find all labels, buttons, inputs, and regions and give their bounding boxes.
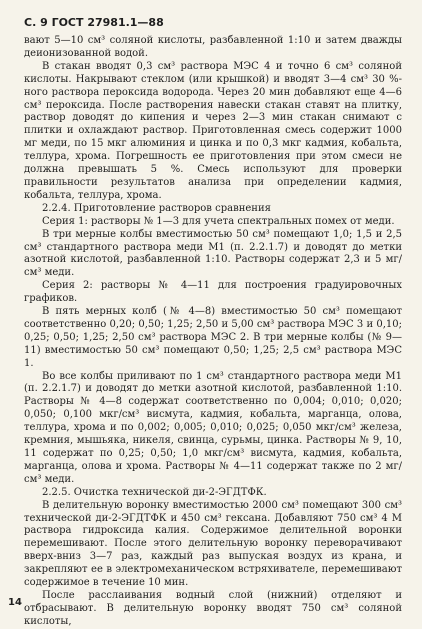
document-body <box>24 35 402 629</box>
page-header: С. 9 ГОСТ 27981.1—88 <box>24 16 164 29</box>
paragraph: В три мерные колбы вместимостью 50 см³ помещают 1,0; 1,5 и 2,5 см³ стандартного раствора меди М1 (п. 2.2.1.7) и доводят до метки азотной кислотой, разбавленной 1:10. Растворы содержат 2,3 и 5 мг/см³ меди. <box>24 228 402 279</box>
paragraph: вают 5—10 см³ соляной кислоты, разбавленной 1:10 и затем дважды деионизованной водой. <box>24 35 402 59</box>
paragraph: В делительную воронку вместимостью 2000 см³ помещают 300 см³ технической ди-2-ЭГДТФК и 450 см³ гексана. Добавляют 750 см³ 4 М раствора гидроксида калия. Содержимое делительной воронки перемешивают. После этого делительную воронку переворачивают вверх-вниз 3—7 раз, каждый раз выпуская воздух из крана, и закрепляют ее в электромеханическом встряхивателе, перемешивают содержимое в течение 10 мин. <box>24 499 402 589</box>
paragraph: 2.2.5. Очистка технической ди-2-ЭГДТФК. <box>42 486 267 498</box>
page-number: 14 <box>8 597 22 608</box>
paragraph: В стакан вводят 0,3 см³ раствора МЭС 4 и точно 6 см³ соляной кислоты. Накрывают стеклом (или крышкой) и вводят 3—4 см³ 30 %-ного раствора пероксида водорода. Через 20 мин добавляют еще 4—6 см³ пероксида. После растворения навески стакан ставят на плитку, раствор доводят до кипения и через 2—3 мин стакан снимают с плитки и охлаждают раствор. Приготовленная смесь содержит 1000 мг меди, по 15 мкг алюминия и цинка и по 0,3 мкг кадмия, кобальта, теллура, хрома. Погрешность ее приготовления при этом смеси не должна превышать 5 %. Смесь используют для проверки правильности результатов анализа при определении кадмия, кобальта, теллура, хрома. <box>24 60 402 201</box>
paragraph: В пять мерных колб (№ 4—8) вместимостью 50 см³ помещают соответственно 0,20; 0,50; 1,25; 2,50 и 5,00 см³ раствора МЭС 3 и 0,10; 0,25; 0,50; 1,25; 2,50 см³ раствора МЭС 2. В три мерные колбы (№ 9—11) вместимостью 50 см³ помещают 0,50; 1,25; 2,5 см³ раствора МЭС 1. <box>24 306 402 369</box>
paragraph: Серия 2: растворы № 4—11 для построения градуировочных графиков. <box>24 280 402 305</box>
paragraph: Серия 1: растворы № 1—3 для учета спектральных помех от меди. <box>42 215 395 227</box>
paragraph: Во все колбы приливают по 1 см³ стандартного раствора меди М1 (п. 2.2.1.7) и доводят до метки азотной кислотой, разбавленной 1:10. Растворы № 4—8 содержат соответственно по 0,004; 0,010; 0,020; 0,050; 0,100 мкг/см³ висмута, кадмия, кобальта, марганца, олова, теллура, хрома и по 0,002; 0,005; 0,010; 0,025; 0,050 мкг/см³ железа, кремния, мышьяка, никеля, свинца, сурьмы, цинка. Растворы № 9, 10, 11 содержат по 0,25; 0,50; 1,0 мкг/см³ висмута, кадмия, кобальта, марганца, олова и хрома. Растворы № 4—11 содержат также по 2 мг/см³ меди. <box>24 370 402 485</box>
paragraph: 2.2.4. Приготовление растворов сравнения <box>42 202 271 214</box>
paragraph: После расслаивания водный слой (нижний) отделяют и отбрасывают. В делительную воронку вводят 750 см³ соляной кислоты, <box>24 589 402 627</box>
